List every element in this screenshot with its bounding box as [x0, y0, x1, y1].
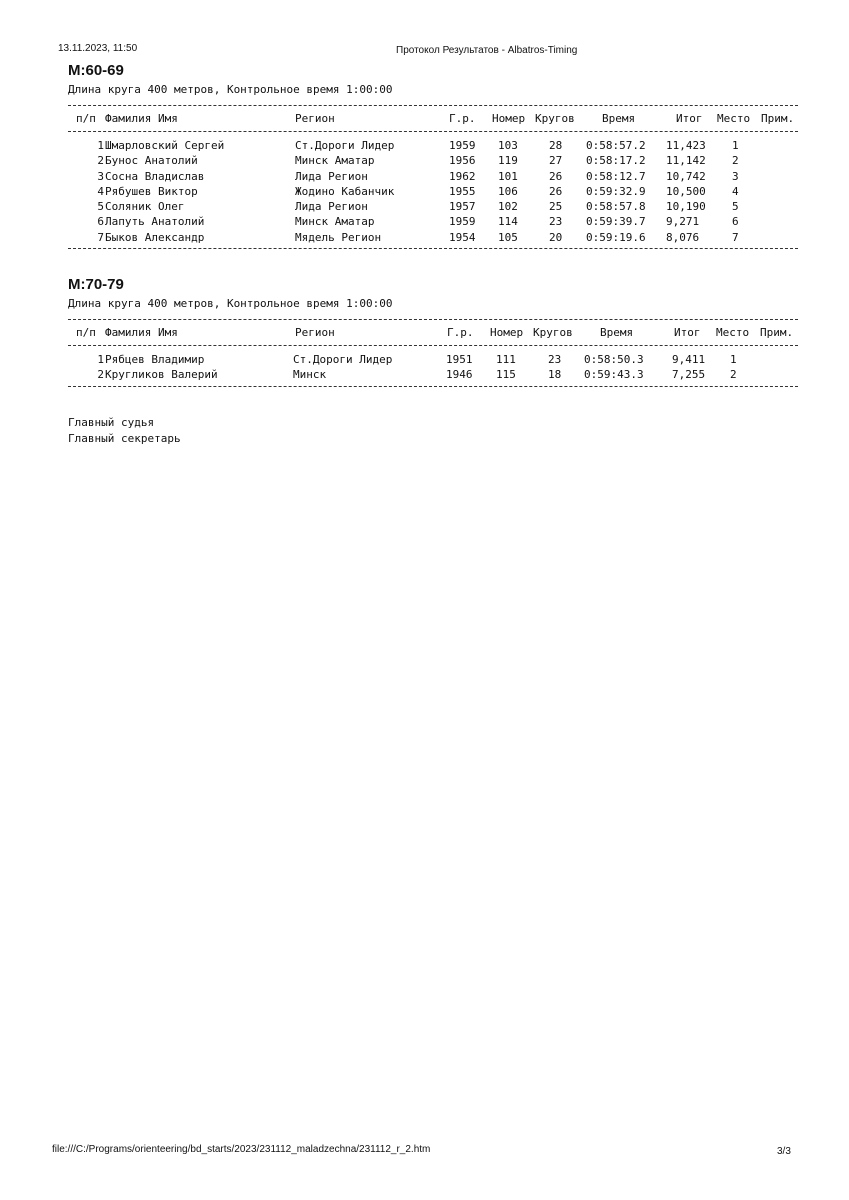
cell-laps: 23: [549, 215, 563, 229]
cell-total: 10,500: [666, 184, 706, 198]
col-name: Фамилия Имя: [105, 326, 178, 339]
divider: [68, 105, 798, 106]
col-bib: Номер: [490, 326, 524, 339]
col-name: Фамилия Имя: [105, 112, 178, 125]
table-header: [68, 111, 798, 126]
cell-num: 5: [97, 200, 104, 214]
group-subtitle: Длина круга 400 метров, Контрольное время 1:00:00: [68, 83, 393, 96]
cell-total: 10,742: [666, 169, 706, 183]
cell-num: 6: [97, 215, 104, 229]
cell-laps: 20: [549, 230, 563, 244]
divider: [68, 319, 798, 320]
cell-num: 2: [97, 154, 104, 168]
cell-total: 10,190: [666, 200, 706, 214]
result-row: [68, 214, 798, 229]
cell-name: Рябцев Владимир: [105, 353, 205, 366]
cell-laps: 25: [549, 200, 563, 214]
col-region: Регион: [295, 112, 335, 125]
cell-place: 7: [732, 230, 739, 244]
cell-time: 0:59:32.9: [586, 184, 646, 198]
cell-laps: 28: [549, 139, 563, 152]
table-header: [68, 325, 798, 340]
cell-num: 3: [97, 169, 104, 183]
cell-name: Рябушев Виктор: [105, 184, 198, 198]
col-year: Г.р.: [449, 112, 476, 125]
group-title: М:70-79: [68, 276, 124, 293]
cell-year: 1959: [449, 215, 476, 229]
cell-time: 0:58:57.8: [586, 200, 646, 214]
cell-time: 0:58:50.3: [584, 353, 644, 366]
file-path: file:///C:/Programs/orienteering/bd_starts/2023/231112_maladzechna/231112_r_2.htm: [52, 1144, 431, 1155]
cell-year: 1954: [449, 230, 476, 244]
cell-region: Лида Регион: [295, 169, 368, 183]
cell-time: 0:59:39.7: [586, 215, 646, 229]
result-row: [68, 169, 798, 184]
divider: [68, 386, 798, 387]
cell-num: 4: [97, 184, 104, 198]
cell-bib: 111: [496, 353, 516, 366]
cell-name: Кругликов Валерий: [105, 368, 218, 382]
result-row: [68, 153, 798, 168]
col-total: Итог: [674, 326, 701, 339]
cell-num: 7: [97, 230, 104, 244]
cell-name: Сосна Владислав: [105, 169, 205, 183]
col-time: Время: [600, 326, 634, 339]
group-section: [68, 276, 798, 387]
document-title: Протокол Результатов - Albatros-Timing: [396, 45, 578, 56]
cell-region: Ст.Дороги Лидер: [293, 353, 393, 366]
cell-time: 0:59:43.3: [584, 368, 644, 382]
cell-name: Лапуть Анатолий: [105, 215, 205, 229]
col-bib: Номер: [492, 112, 526, 125]
cell-year: 1959: [449, 139, 476, 152]
cell-place: 5: [732, 200, 739, 214]
group-subtitle: Длина круга 400 метров, Контрольное время 1:00:00: [68, 297, 393, 310]
cell-bib: 114: [498, 215, 518, 229]
cell-laps: 27: [549, 154, 563, 168]
cell-year: 1956: [449, 154, 476, 168]
cell-bib: 103: [498, 139, 518, 152]
cell-time: 0:58:17.2: [586, 154, 646, 168]
cell-place: 1: [732, 139, 739, 152]
col-region: Регион: [295, 326, 335, 339]
cell-total: 11,423: [666, 139, 706, 152]
result-row: [68, 367, 798, 382]
cell-year: 1957: [449, 200, 476, 214]
result-row: [68, 230, 798, 245]
cell-region: Лида Регион: [295, 200, 368, 214]
cell-region: Минск Аматар: [295, 215, 375, 229]
cell-place: 6: [732, 215, 739, 229]
divider: [68, 248, 798, 249]
result-row: [68, 352, 798, 367]
cell-time: 0:58:12.7: [586, 169, 646, 183]
cell-total: 9,411: [672, 353, 706, 366]
cell-name: Бунос Анатолий: [105, 154, 198, 168]
cell-num: 1: [97, 353, 104, 366]
cell-laps: 26: [549, 169, 563, 183]
print-datetime: 13.11.2023, 11:50: [58, 43, 138, 54]
cell-year: 1951: [446, 353, 473, 366]
cell-region: Минск: [293, 368, 327, 382]
result-row: [68, 138, 798, 153]
cell-place: 2: [730, 368, 737, 382]
col-num: п/п: [76, 112, 96, 125]
cell-time: 0:59:19.6: [586, 230, 646, 244]
chief-judge-label: Главный судья: [68, 416, 155, 429]
cell-place: 3: [732, 169, 739, 183]
cell-bib: 115: [496, 368, 516, 382]
cell-total: 9,271: [666, 215, 700, 229]
cell-year: 1962: [449, 169, 476, 183]
results-body: [68, 352, 798, 383]
cell-name: Соляник Олег: [105, 200, 185, 214]
cell-name: Быков Александр: [105, 230, 205, 244]
col-time: Время: [602, 112, 636, 125]
cell-bib: 105: [498, 230, 518, 244]
cell-total: 7,255: [672, 368, 706, 382]
cell-total: 8,076: [666, 230, 700, 244]
col-laps: Кругов: [533, 326, 573, 339]
group-section: [68, 62, 798, 249]
chief-secretary-label: Главный секретарь: [68, 432, 181, 445]
group-title: М:60-69: [68, 62, 124, 79]
cell-laps: 26: [549, 184, 563, 198]
cell-bib: 101: [498, 169, 518, 183]
col-note: Прим.: [760, 326, 794, 339]
cell-name: Шмарловский Сергей: [105, 139, 225, 152]
page-number: 3/3: [777, 1146, 791, 1157]
col-laps: Кругов: [535, 112, 575, 125]
cell-laps: 18: [548, 368, 562, 382]
cell-laps: 23: [548, 353, 562, 366]
cell-bib: 102: [498, 200, 518, 214]
cell-place: 4: [732, 184, 739, 198]
col-num: п/п: [76, 326, 96, 339]
col-note: Прим.: [761, 112, 795, 125]
col-total: Итог: [676, 112, 703, 125]
cell-num: 2: [97, 368, 104, 382]
results-body: [68, 138, 798, 245]
cell-place: 2: [732, 154, 739, 168]
cell-region: Мядель Регион: [295, 230, 382, 244]
cell-total: 11,142: [666, 154, 706, 168]
cell-region: Жодино Кабанчик: [295, 184, 395, 198]
cell-time: 0:58:57.2: [586, 139, 646, 152]
cell-bib: 119: [498, 154, 518, 168]
col-year: Г.р.: [447, 326, 474, 339]
col-place: Место: [716, 326, 750, 339]
cell-num: 1: [97, 139, 104, 152]
result-row: [68, 184, 798, 199]
result-row: [68, 199, 798, 214]
cell-bib: 106: [498, 184, 518, 198]
cell-region: Ст.Дороги Лидер: [295, 139, 395, 152]
cell-region: Минск Аматар: [295, 154, 375, 168]
cell-place: 1: [730, 353, 737, 366]
cell-year: 1955: [449, 184, 476, 198]
cell-year: 1946: [446, 368, 473, 382]
col-place: Место: [717, 112, 751, 125]
